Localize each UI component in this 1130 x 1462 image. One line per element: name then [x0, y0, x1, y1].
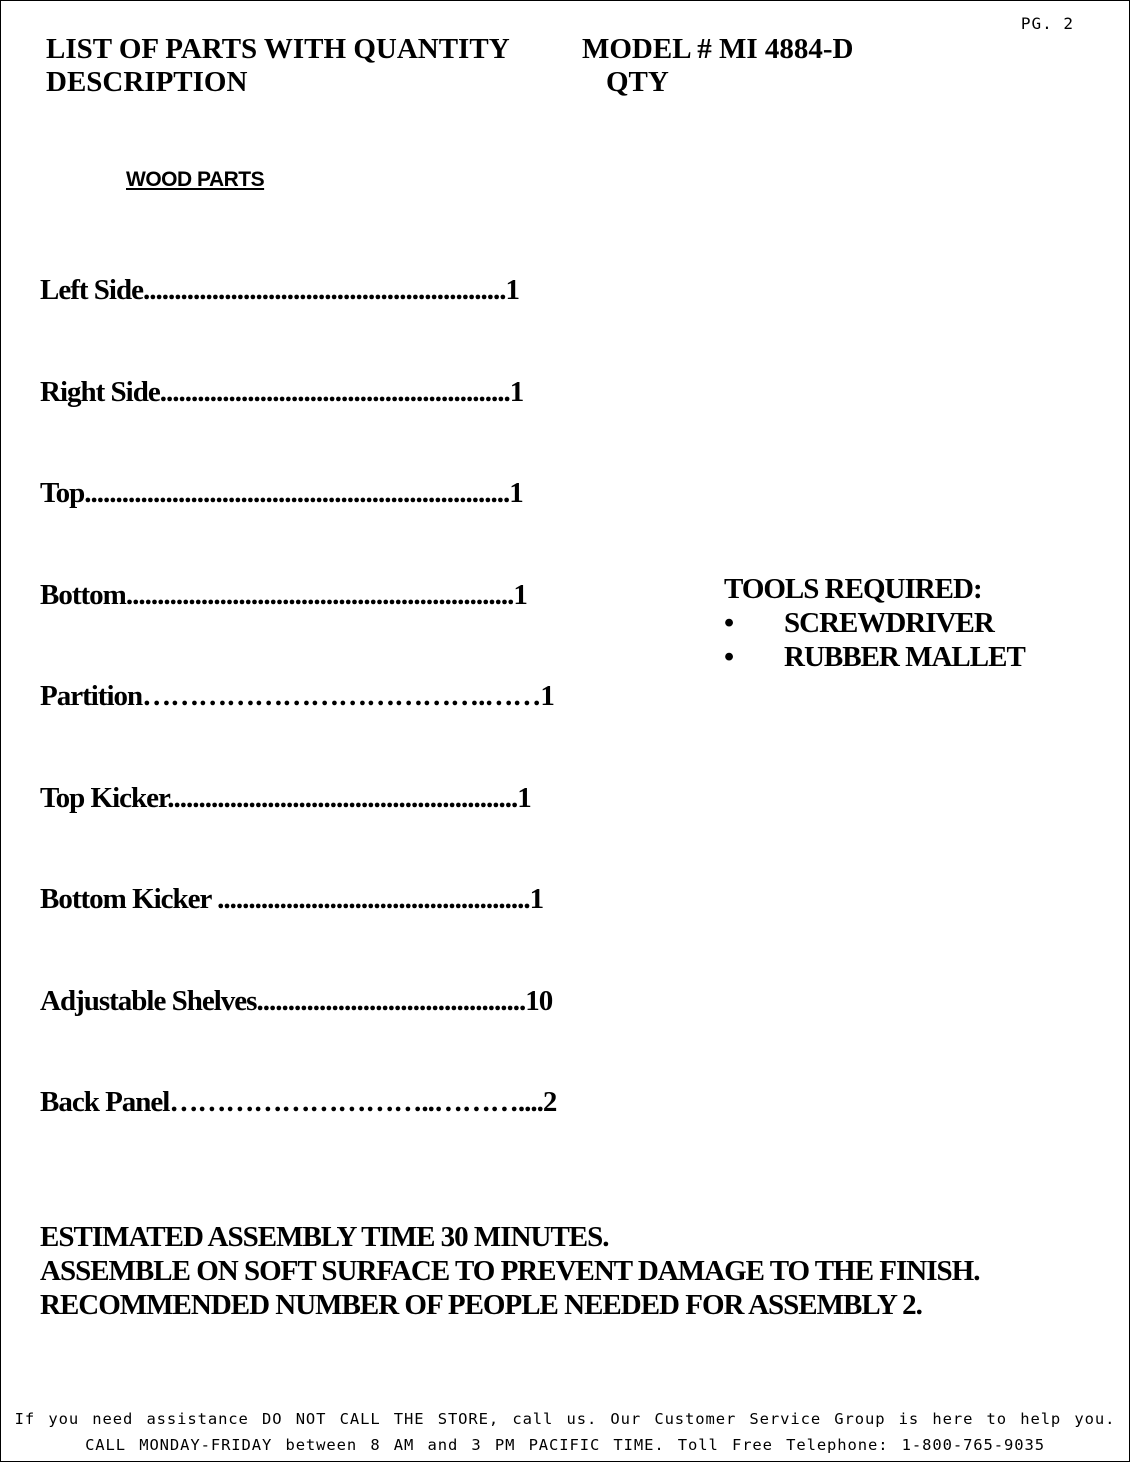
section-title-wood-parts: WOOD PARTS	[126, 168, 265, 191]
bullet-icon: •	[724, 641, 734, 673]
part-item: Top Kicker........................................................1	[40, 781, 531, 814]
note-line: ESTIMATED ASSEMBLY TIME 30 MINUTES.	[40, 1221, 609, 1253]
tools-title: TOOLS REQUIRED:	[724, 573, 982, 605]
page-number: PG. 2	[1020, 14, 1074, 33]
description-column-header: DESCRIPTION	[46, 66, 248, 98]
part-item: Partition……………………………….……1	[40, 680, 554, 712]
tools-required	[724, 572, 1025, 674]
tool-label: SCREWDRIVER	[784, 607, 994, 639]
note-line: ASSEMBLE ON SOFT SURFACE TO PREVENT DAMAGE TO THE FINISH.	[40, 1255, 980, 1287]
footer-assistance: If you need assistance DO NOT CALL THE STORE, call us. Our Customer Service Group is here to help you.	[14, 1410, 1116, 1428]
part-item: Right Side........................................................1	[40, 375, 524, 408]
tool-item	[724, 640, 1025, 674]
footer-contact: CALL MONDAY-FRIDAY between 8 AM and 3 PM PACIFIC TIME. Toll Free Telephone: 1-800-765-9035	[85, 1436, 1045, 1454]
qty-column-header: QTY	[606, 66, 669, 98]
part-item: Left Side..........................................................1	[40, 274, 519, 306]
part-item: Top....................................................................1	[40, 477, 523, 509]
assembly-notes	[40, 1220, 979, 1322]
tool-label: RUBBER MALLET	[784, 641, 1025, 673]
tool-item	[724, 606, 1025, 640]
model-number: MODEL # MI 4884-D	[582, 33, 854, 65]
parts-list	[40, 270, 556, 1184]
note-line: RECOMMENDED NUMBER OF PEOPLE NEEDED FOR ASSEMBLY 2.	[40, 1289, 922, 1321]
header-title: LIST OF PARTS WITH QUANTITY	[46, 33, 510, 65]
part-item: Bottom..............................................................1	[40, 578, 527, 611]
part-item: Back Panel………………………..………....2	[40, 1086, 557, 1118]
bullet-icon: •	[724, 607, 734, 639]
part-item: Adjustable Shelves...........................................10	[40, 984, 553, 1017]
part-item: Bottom Kicker ..................................................1	[40, 883, 544, 915]
